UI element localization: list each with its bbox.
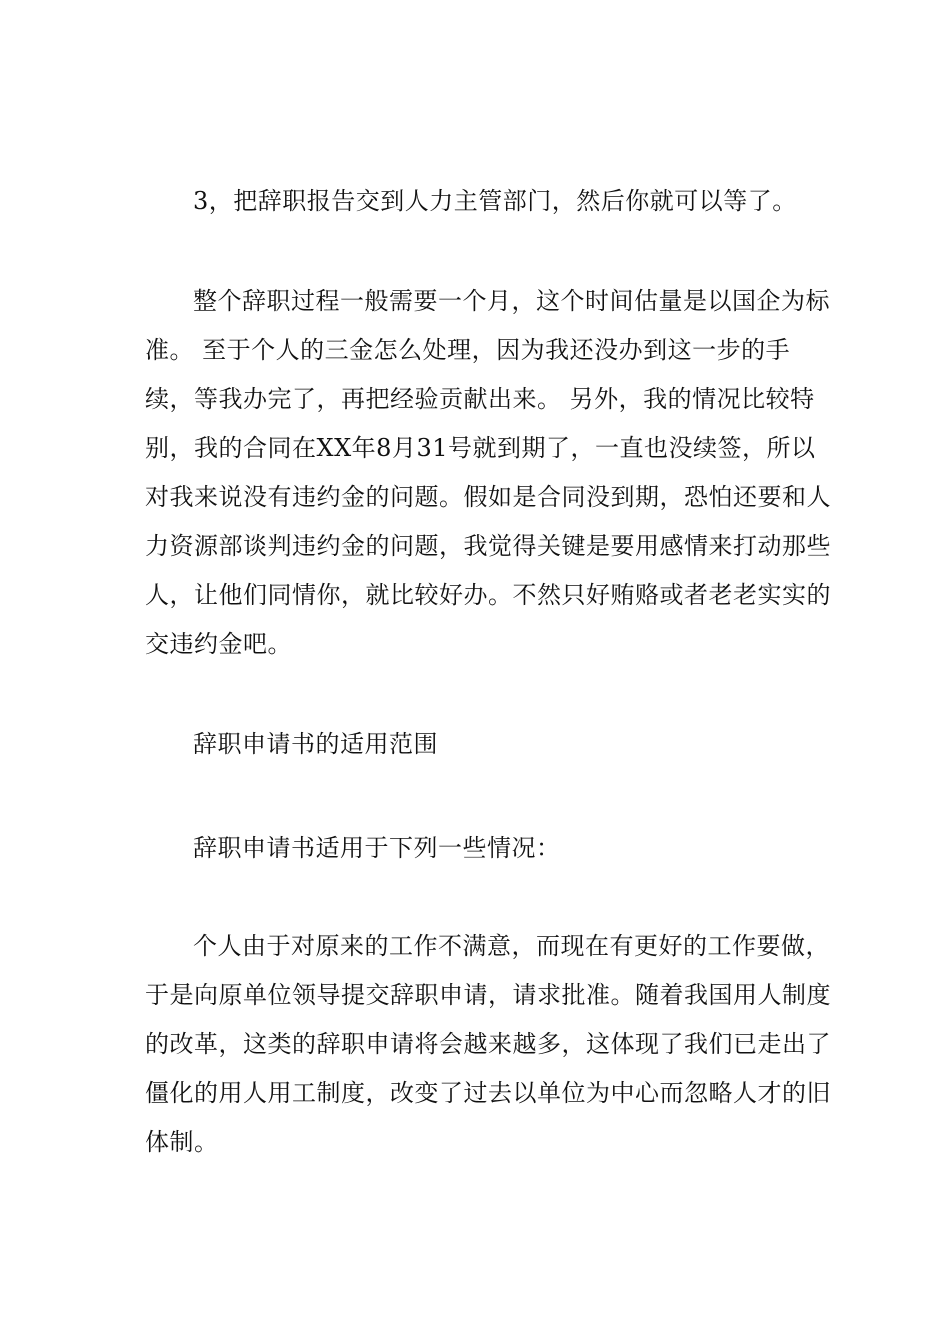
paragraph-scope-case: 个人由于对原来的工作不满意，而现在有更好的工作要做，于是向原单位领导提交辞职申请，请求批准。随着我国用人制度的改革，这类的辞职申请将会越来越多，这体现了我们已走出了僵化的用人用工制度，改变了过去以单位为中心而忽略人才的旧体制。 bbox=[145, 932, 831, 1156]
paragraph-step-3: 3，把辞职报告交到人力主管部门，然后你就可以等了。 bbox=[193, 187, 797, 215]
section-heading-scope: 辞职申请书的适用范围 bbox=[193, 730, 438, 758]
paragraph-resignation-process: 整个辞职过程一般需要一个月，这个时间估量是以国企为标准。 至于个人的三金怎么处理，因为我还没办到这一步的手续，等我办完了，再把经验贡献出来。 另外，我的情况比较特别，我的合同在XX年8月31号就到期了，一直也没续签，所以对我来说没有违约金的问题。假如是合同没到期，恐怕还要和人力资源部谈判违约金的问题，我觉得关键是要用感情来打动那些人，让他们同情你，就比较好办。不然只好贿赂或者老老实实的交违约金吧。 bbox=[145, 287, 831, 658]
paragraph-scope-intro: 辞职申请书适用于下列一些情况： bbox=[193, 834, 561, 862]
